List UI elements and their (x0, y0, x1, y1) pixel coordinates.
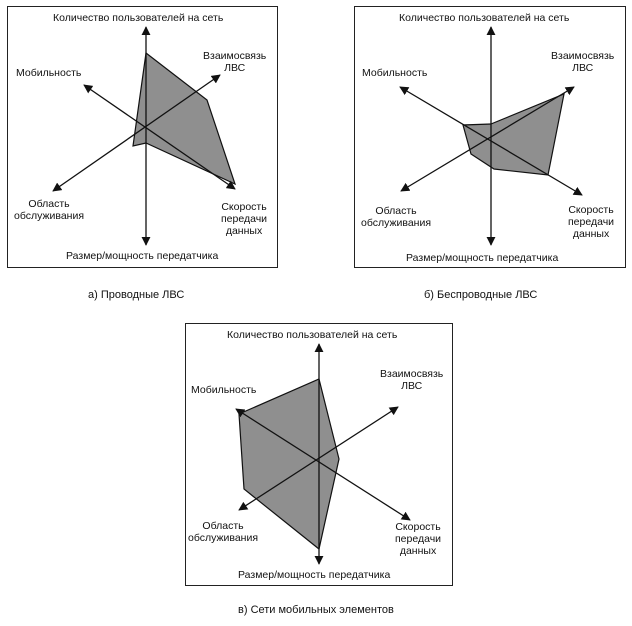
caption-mobile: в) Сети мобильных элементов (238, 604, 394, 616)
radar-diagram-wireless (354, 6, 626, 268)
axis-label-interop: Взаимосвязь ЛВС (203, 50, 267, 74)
axis-label-users: Количество пользователей на сеть (227, 329, 398, 341)
axis-label-power: Размер/мощность передатчика (238, 569, 391, 581)
axis-label-speed: Скорость передачи данных (568, 204, 615, 240)
caption-wired: а) Проводные ЛВС (88, 289, 185, 301)
axis-label-interop: Взаимосвязь ЛВС (380, 368, 444, 392)
axis-label-power: Размер/мощность передатчика (66, 250, 219, 262)
axis-label-interop: Взаимосвязь ЛВС (551, 50, 615, 74)
axis-label-speed: Скорость передачи данных (395, 521, 442, 557)
axis-label-users: Количество пользователей на сеть (399, 12, 570, 24)
axis-label-users: Количество пользователей на сеть (53, 12, 224, 24)
caption-wireless: б) Беспроводные ЛВС (424, 289, 538, 301)
axis-label-area: Область обслуживания (188, 520, 259, 544)
axis-label-area: Область обслуживания (361, 205, 432, 229)
axis-label-mobility: Мобильность (362, 67, 428, 79)
axis-label-mobility: Мобильность (191, 384, 257, 396)
axis-label-area: Область обслуживания (14, 198, 85, 222)
axis-label-mobility: Мобильность (16, 67, 82, 79)
axis-label-power: Размер/мощность передатчика (406, 252, 559, 264)
profile-area (463, 94, 564, 175)
radar-diagram-mobile (185, 323, 453, 586)
axis-label-speed: Скорость передачи данных (221, 201, 268, 237)
radar-diagram-wired (7, 6, 278, 268)
